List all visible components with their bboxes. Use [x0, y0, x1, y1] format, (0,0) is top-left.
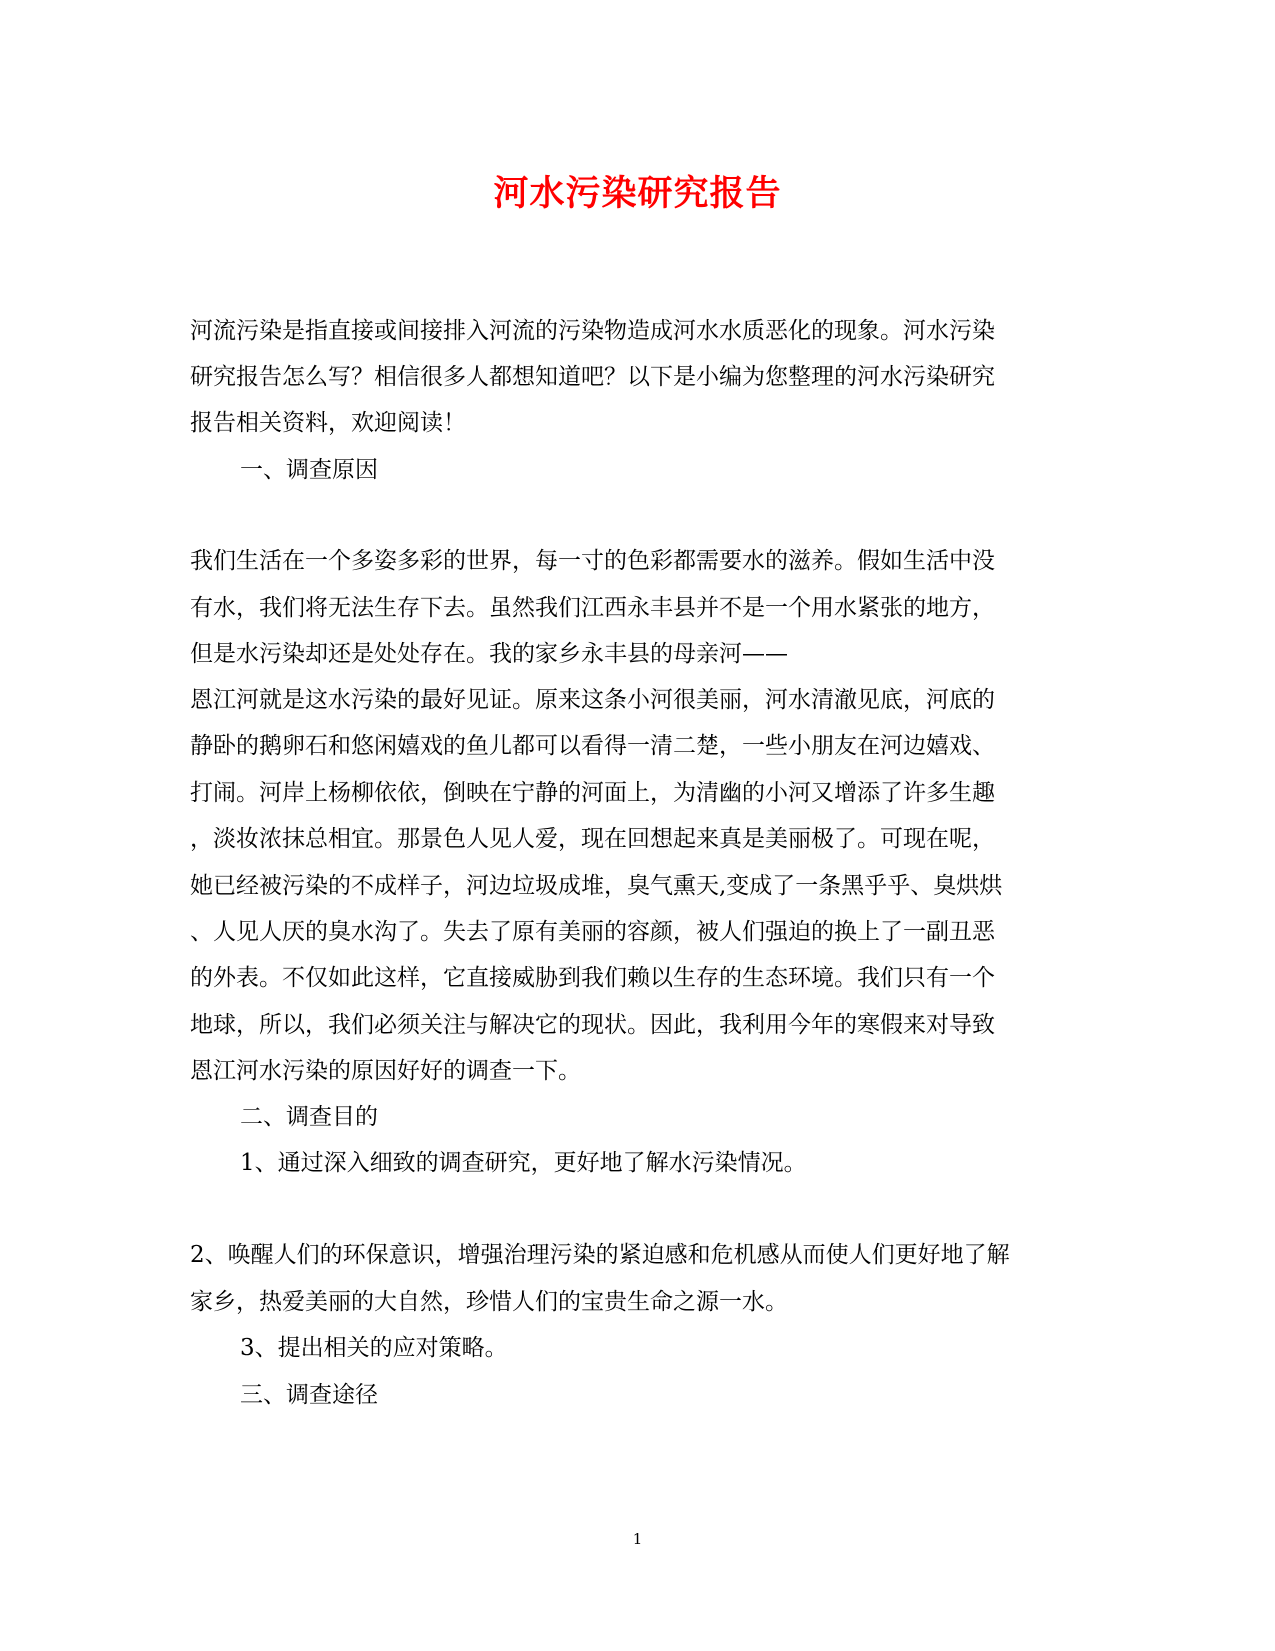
paragraph-line: 但是水污染却还是处处存在。我的家乡永丰县的母亲河—— [190, 641, 788, 667]
paragraph-line: 的外表。不仅如此这样，它直接威胁到我们赖以生存的生态环境。我们只有一个 [190, 965, 995, 991]
paragraph-line: 打闹。河岸上杨柳依依，倒映在宁静的河面上，为清幽的小河又增添了许多生趣 [190, 780, 995, 806]
paragraph-line: 家乡，热爱美丽的大自然，珍惜人们的宝贵生命之源一水。 [190, 1289, 788, 1315]
paragraph-line: ，淡妆浓抹总相宜。那景色人见人爱，现在回想起来真是美丽极了。可现在呢， [190, 826, 995, 852]
paragraph-line: 报告相关资料，欢迎阅读！ [190, 410, 466, 436]
paragraph-line: 恩江河水污染的原因好好的调查一下。 [190, 1058, 581, 1084]
list-item: 2、唤醒人们的环保意识，增强治理污染的紧迫感和危机感从而使人们更好地了解 [190, 1242, 1010, 1268]
paragraph-line: 、人见人厌的臭水沟了。失去了原有美丽的容颜，被人们强迫的换上了一副丑恶 [190, 919, 995, 945]
paragraph-line: 有水，我们将无法生存下去。虽然我们江西永丰县并不是一个用水紧张的地方， [190, 595, 995, 621]
section-heading: 二、调查目的 [240, 1104, 378, 1130]
page-number: 1 [632, 1530, 643, 1548]
paragraph-line: 我们生活在一个多姿多彩的世界，每一寸的色彩都需要水的滋养。假如生活中没 [190, 548, 995, 574]
paragraph-line: 静卧的鹅卵石和悠闲嬉戏的鱼儿都可以看得一清二楚，一些小朋友在河边嬉戏、 [190, 733, 995, 759]
paragraph-line: 她已经被污染的不成样子，河边垃圾成堆，臭气熏天,变成了一条黑乎乎、臭烘烘 [190, 873, 1003, 899]
list-item: 3、提出相关的应对策略。 [240, 1335, 508, 1361]
paragraph-line: 研究报告怎么写？相信很多人都想知道吧？以下是小编为您整理的河水污染研究 [190, 364, 995, 390]
document-title: 河水污染研究报告 [493, 173, 782, 214]
paragraph-line: 河流污染是指直接或间接排入河流的污染物造成河水水质恶化的现象。河水污染 [190, 318, 995, 344]
section-heading: 一、调查原因 [240, 457, 378, 483]
paragraph-line: 地球，所以，我们必须关注与解决它的现状。因此，我利用今年的寒假来对导致 [190, 1012, 995, 1038]
section-heading: 三、调查途径 [240, 1382, 378, 1408]
list-item: 1、通过深入细致的调查研究，更好地了解水污染情况。 [240, 1150, 807, 1176]
paragraph-line: 恩江河就是这水污染的最好见证。原来这条小河很美丽，河水清澈见底，河底的 [190, 687, 995, 713]
